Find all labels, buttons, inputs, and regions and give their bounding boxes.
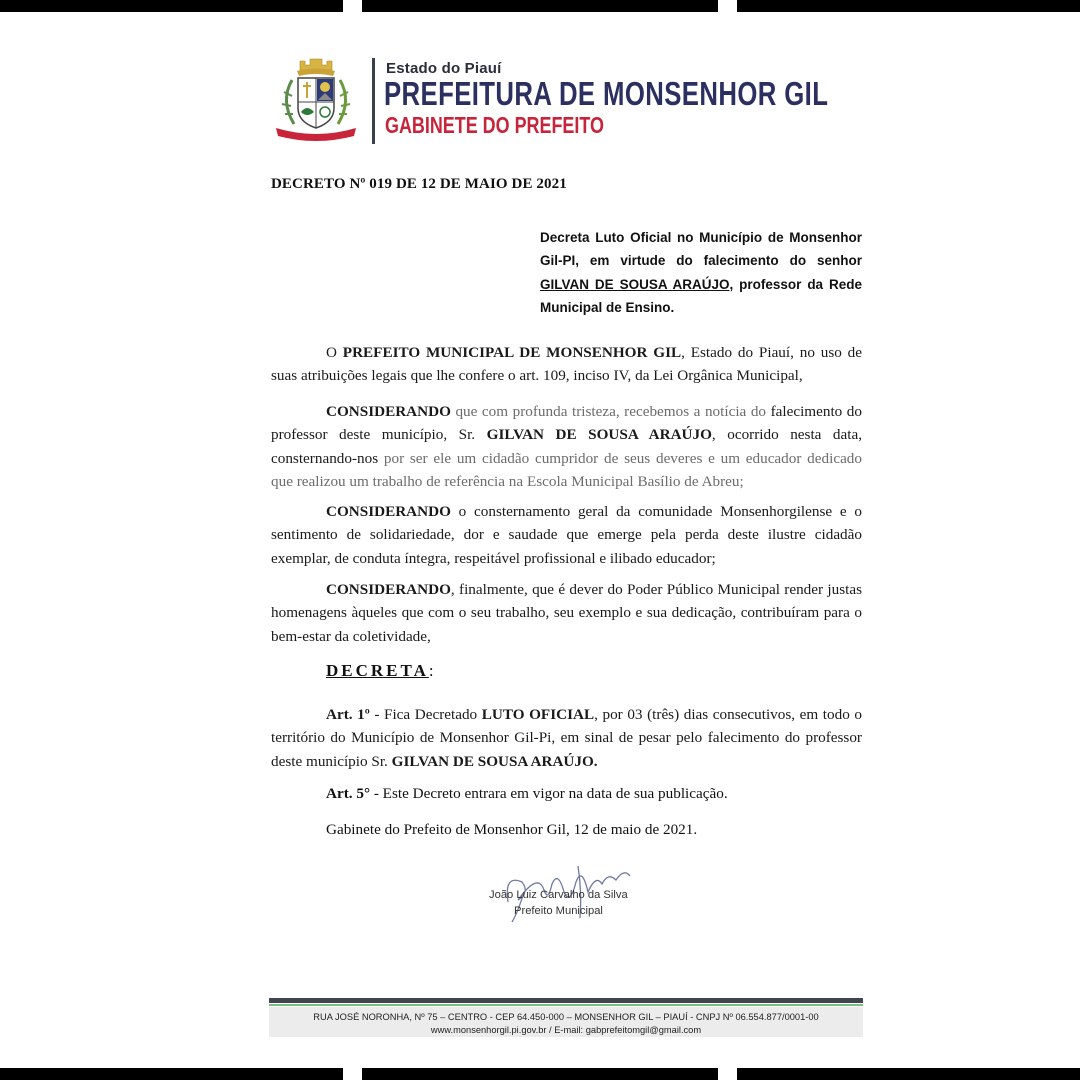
decree-ementa (540, 226, 862, 319)
considerando-paragraph-3 (271, 578, 862, 648)
ementa-honoree-name: GILVAN DE SOUSA ARAÚJO (540, 276, 730, 292)
considerando1-text-grey-2: por ser ele um cidadão cumpridor de seus deveres e um educador dedicado que realizou um trabalho de referência na Escola Municipal Basílio de Abreu; (271, 449, 862, 490)
article-1-text-1: - Fica Decretado (369, 706, 482, 723)
top-frame-bar-left (0, 0, 343, 12)
considerando2-text: o consternamento geral da comunidade Monsenhorgilense e o sentimento de solidariedade, dor e saudade que emerge pela perda deste ilustre cidadão exemplar, de conduta íntegra, respeitável profissional e ilibado educador; (271, 503, 862, 567)
considerando1-text-1: falecimento do professor deste município, Sr. (271, 403, 862, 444)
considerando-paragraph-2 (271, 500, 862, 570)
preamble-authority: PREFEITO MUNICIPAL DE MONSENHOR GIL (342, 344, 682, 361)
considerando-keyword: CONSIDERANDO (326, 503, 451, 520)
ementa-text-1: Decreta Luto Oficial no Município de Monsenhor Gil-PI, em virtude do falecimento do senhor (540, 230, 862, 269)
decreta-colon: : (428, 661, 434, 680)
article-1-text-2: , por 03 (três) dias consecutivos, em todo o território do Município de Monsenhor Gil-Pi, em sinal de pesar pelo falecimento do professor deste município Sr. (271, 706, 862, 770)
decreta-word: DECRETA (326, 661, 429, 680)
article-1-luto-oficial: LUTO OFICIAL (481, 706, 595, 723)
article-5-text: - Este Decreto entrara em vigor na data de sua publicação. (370, 785, 728, 802)
signatory-name: João Luiz Carvalho da Silva (489, 889, 628, 901)
footer-rule-green (269, 1004, 863, 1006)
footer-rule-dark (269, 998, 863, 1003)
preamble-rest: , Estado do Piauí, no uso de suas atribuições legais que lhe confere o art. 109, inciso IV, da Lei Orgânica Municipal, (271, 344, 862, 385)
closing-place-date: Gabinete do Prefeito de Monsenhor Gil, 12 de maio de 2021. (326, 821, 698, 838)
municipal-crest-icon (270, 56, 362, 142)
considerando-keyword: CONSIDERANDO (326, 403, 451, 420)
bottom-frame-bar-right (737, 1068, 1080, 1080)
decree-title: DECRETO Nº 019 DE 12 DE MAIO DE 2021 (271, 176, 567, 192)
ementa-text-2: , professor da Rede Municipal de Ensino. (540, 276, 862, 315)
considerando-paragraph-1 (271, 400, 862, 493)
considerando-keyword: CONSIDERANDO (326, 581, 451, 598)
top-frame-bar-center (362, 0, 718, 12)
article-1-honoree-name: GILVAN DE SOUSA ARAÚJO. (391, 752, 598, 770)
signatory-role: Prefeito Municipal (514, 905, 603, 917)
considerando1-text-2: , ocorrido nesta data, consternando-nos (271, 426, 863, 467)
article-1-label: Art. 1º (326, 706, 370, 723)
preamble-paragraph (271, 341, 862, 388)
article-5 (326, 785, 728, 803)
footer-address: RUA JOSÉ NORONHA, Nº 75 – CENTRO - CEP 64.450-000 – MONSENHOR GIL – PIAUÍ - CNPJ Nº 06.554.877/0001-00 (313, 1012, 819, 1022)
decreta-heading (326, 661, 434, 681)
top-frame-bar-right (737, 0, 1080, 12)
article-1 (271, 703, 862, 773)
bottom-frame-bar-left (0, 1068, 343, 1080)
header-prefeitura: PREFEITURA DE MONSENHOR GIL (384, 75, 829, 112)
preamble-lead: O (326, 344, 343, 361)
footer-contact: www.monsenhorgil.pi.gov.br / E-mail: gabprefeitomgil@gmail.com (430, 1025, 702, 1035)
considerando1-text-grey-1: que com profunda tristeza, recebemos a notícia do (450, 403, 771, 420)
header-state: Estado do Piauí (386, 60, 502, 77)
honoree-name: GILVAN DE SOUSA ARAÚJO (486, 426, 712, 444)
considerando3-text: , finalmente, que é dever do Poder Público Municipal render justas homenagens àqueles que com o seu trabalho, seu exemplo e sua dedicação, contribuíram para o bem-estar da coletividade, (271, 581, 862, 645)
article-5-label: Art. 5° (326, 785, 371, 802)
header-divider (372, 58, 375, 144)
bottom-frame-bar-center (362, 1068, 718, 1080)
header-gabinete: GABINETE DO PREFEITO (385, 112, 604, 138)
